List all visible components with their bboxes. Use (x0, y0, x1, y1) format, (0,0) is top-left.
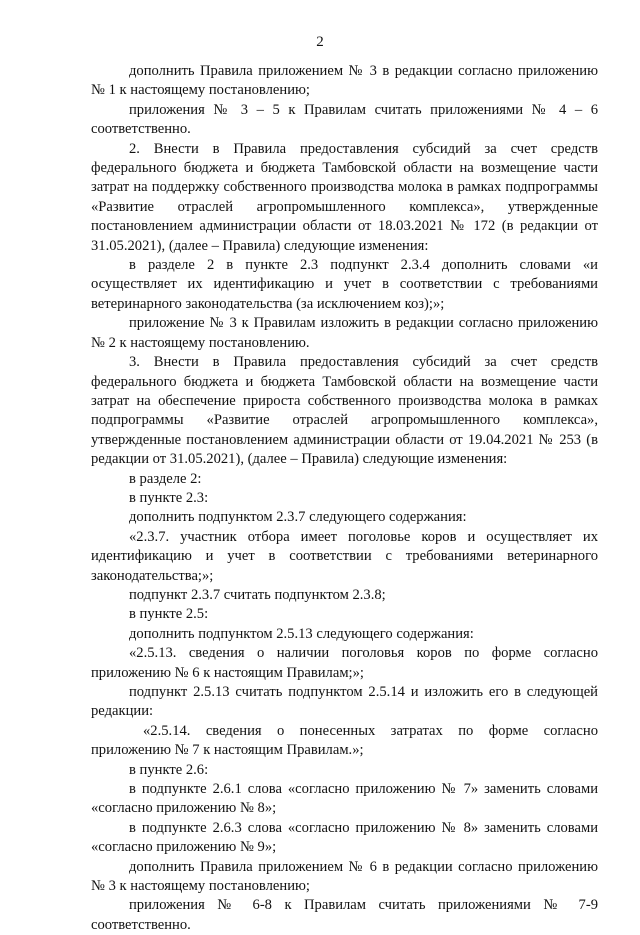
paragraph: 3. Внести в Правила предоставления субсидий за счет средств федерального бюджета и бюджета Тамбовской области на возмещение части затрат на обеспечение прироста собственного производства молока в рамках подпрограммы «Развитие отраслей агропромышленного комплекса», утвержденные постановлением администрации области от 19.04.2021 № 253 (в редакции от 31.05.2021), (далее – Правила) следующие изменения: (91, 354, 598, 468)
paragraph: приложение № 3 к Правилам изложить в редакции согласно приложению № 2 к настоящему постановлению. (91, 315, 598, 351)
paragraph: подпункт 2.3.7 считать подпунктом 2.3.8; (129, 586, 386, 603)
paragraph: 2. Внести в Правила предоставления субсидий за счет средств федерального бюджета и бюджета Тамбовской области на возмещение части затрат на поддержку собственного производства молока в рамках подпрограммы «Развитие отраслей агропромышленного комплекса», утвержденные постановлением администрации области от 18.03.2021 № 172 (в редакции от 31.05.2021), (далее – Правила) следующие изменения: (91, 140, 598, 254)
paragraph: дополнить подпунктом 2.5.13 следующего содержания: (129, 625, 474, 642)
document-body (91, 62, 598, 935)
paragraph: «2.5.13. сведения о наличии поголовья коров по форме согласно приложению № 6 к настоящим Правилам;»; (91, 645, 598, 681)
paragraph: в подпункте 2.6.1 слова «согласно приложению № 7» заменить словами «согласно приложению № 8»; (91, 781, 598, 817)
paragraph: в подпункте 2.6.3 слова «согласно приложению № 8» заменить словами «согласно приложению № 9»; (91, 819, 598, 856)
paragraph: в разделе 2 в пункте 2.3 подпункт 2.3.4 дополнить словами «и осуществляет их идентификацию и учет в соответствии с требованиями ветеринарного законодательства (за исключением коз);»; (91, 257, 598, 312)
paragraph: дополнить подпунктом 2.3.7 следующего содержания: (129, 509, 467, 526)
paragraph: приложения № 6-8 к Правилам считать приложениями № 7-9 соответственно. (91, 897, 598, 933)
paragraph: в пункте 2.3: (129, 489, 209, 506)
paragraph: «2.3.7. участник отбора имеет поголовье коров и осуществляет их идентификацию и учет в соответствии с требованиями ветеринарного законодательства;»; (91, 528, 598, 584)
paragraph: в пункте 2.5: (129, 606, 209, 623)
page-number: 2 (316, 34, 324, 50)
paragraph: дополнить Правила приложением № 3 в редакции согласно приложению № 1 к настоящему постановлению; (91, 63, 598, 99)
paragraph: дополнить Правила приложением № 6 в редакции согласно приложению № 3 к настоящему постановлению; (91, 858, 598, 895)
paragraph: приложения № 3 – 5 к Правилам считать приложениями № 4 – 6 соответственно. (91, 101, 598, 138)
paragraph: в разделе 2: (129, 470, 202, 487)
paragraph: в пункте 2.6: (129, 761, 209, 778)
paragraph: подпункт 2.5.13 считать подпунктом 2.5.14 и изложить его в следующей редакции: (91, 684, 598, 720)
paragraph: «2.5.14. сведения о понесенных затратах по форме согласно приложению № 7 к настоящим Правилам.»; (91, 722, 598, 759)
